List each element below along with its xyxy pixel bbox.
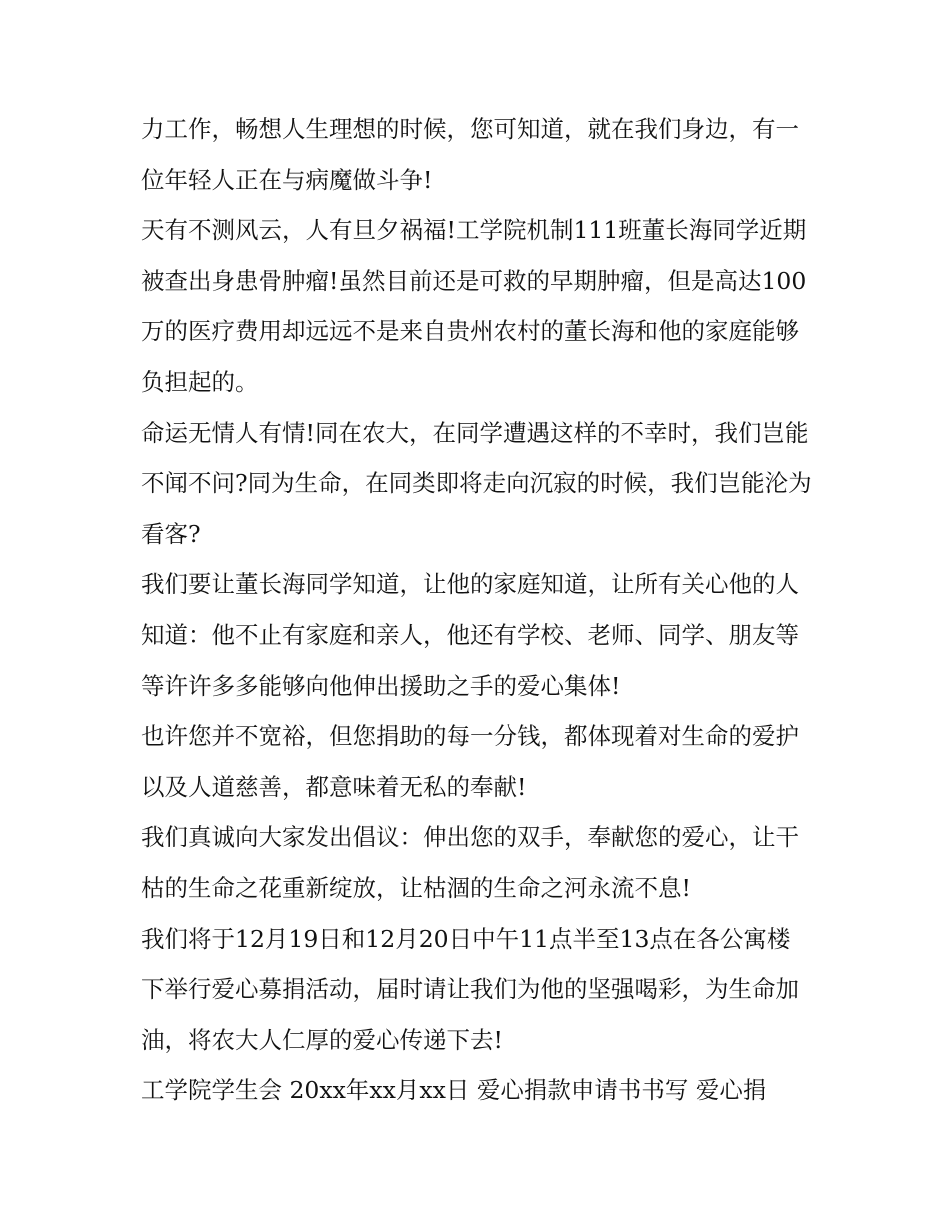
paragraph-6: 我们真诚向大家发出倡议：伸出您的双手，奉献您的爱心，让干枯的生命之花重新绽放，让枯涸的生命之河永流不息! [141, 823, 799, 902]
paragraph-1: 力工作，畅想人生理想的时候，您可知道，就在我们身边，有一位年轻人正在与病魔做斗争! [141, 115, 799, 194]
paragraph-3: 命运无情人有情!同在农大，在同学遭遇这样的不幸时，我们岂能不闻不问?同为生命，在同类即将走向沉寂的时候，我们岂能沦为看客? [141, 418, 812, 548]
paragraph-5: 也许您并不宽裕，但您捐助的每一分钱，都体现着对生命的爱护以及人道慈善，都意味着无私的奉献! [141, 722, 799, 801]
paragraph-4: 我们要让董长海同学知道，让他的家庭知道，让所有关心他的人知道：他不止有家庭和亲人，他还有学校、老师、同学、朋友等等许许多多能够向他伸出援助之手的爱心集体! [141, 570, 799, 700]
paragraph-7: 我们将于12月19日和12月20日中午11点半至13点在各公寓楼下举行爱心募捐活动，届时请让我们为他的坚强喝彩，为生命加油，将农大人仁厚的爱心传递下去! [141, 924, 799, 1054]
document-page [141, 104, 813, 1116]
paragraph-8: 工学院学生会 20xx年xx月xx日 爱心捐款申请书书写 爱心捐 [141, 1076, 767, 1105]
paragraph-2: 天有不测风云，人有旦夕祸福!工学院机制111班董长海同学近期被查出身患骨肿瘤!虽然目前还是可救的早期肿瘤，但是高达100万的医疗费用却远远不是来自贵州农村的董长海和他的家庭能够负担起的。 [141, 216, 807, 396]
